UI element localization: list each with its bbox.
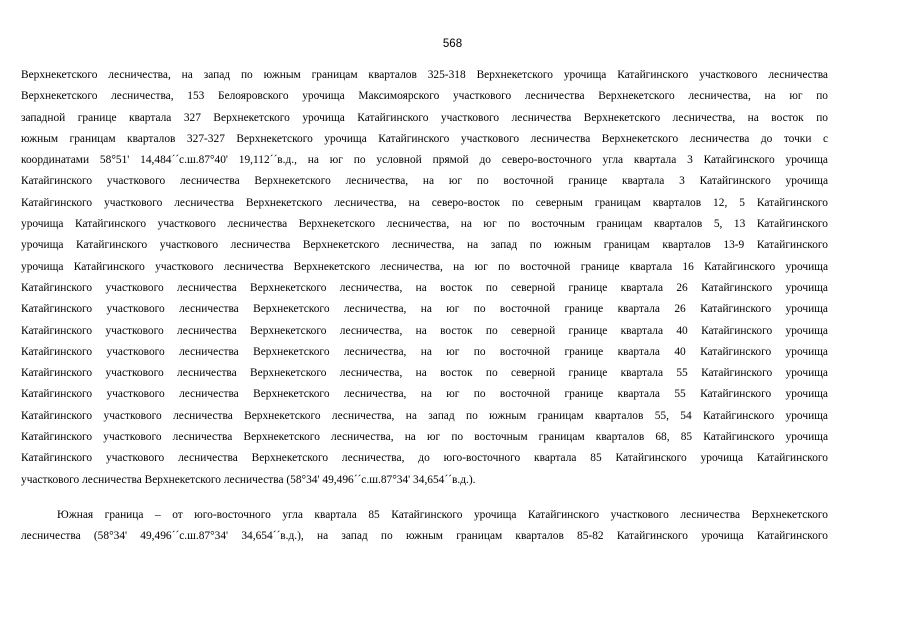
text-line: Катайгинского участкового лесничества Верхнекетского лесничества, на восток по северной границе квартала 55 Катайгинского урочища — [21, 367, 828, 380]
text-line: Катайгинского участкового лесничества Верхнекетского лесничества, до юго-восточного квартала 85 Катайгинского урочища Катайгинского — [21, 452, 828, 465]
text-line: Верхнекетского лесничества, на запад по южным границам кварталов 325-318 Верхнекетского урочища Катайгинского участкового лесничества — [21, 69, 828, 81]
text-line: Катайгинского участкового лесничества Верхнекетского лесничества, на юг по восточной границе квартала 55 Катайгинского урочища — [21, 388, 828, 401]
page-number: 568 — [442, 38, 463, 50]
boundary-description-paragraph — [21, 65, 828, 491]
text-line: южным границам кварталов 327-327 Верхнекетского урочища Катайгинского участкового лесничества Верхнекетского лесничества до точки с — [21, 132, 828, 145]
text-line: Катайгинского участкового лесничества Верхнекетского лесничества, на восток по северной границе квартала 26 Катайгинского урочища — [21, 281, 828, 294]
document-body — [21, 65, 828, 548]
text-line: Катайгинского участкового лесничества Верхнекетского лесничества, на юг по восточной границе квартала 26 Катайгинского урочища — [21, 303, 828, 316]
text-line: урочища Катайгинского участкового лесничества Верхнекетского лесничества, на юг по восточной границе квартала 16 Катайгинского урочища — [21, 260, 828, 273]
text-line: Южная граница – от юго-восточного угла квартала 85 Катайгинского урочища Катайгинского участкового лесничества Верхнекетского — [57, 508, 828, 521]
text-line: урочища Катайгинского участкового лесничества Верхнекетского лесничества, на юг по восточным границам кварталов 5, 13 Катайгинского — [21, 218, 828, 231]
text-line: лесничества (58°34' 49,496´´с.ш.87°34' 34,654´´в.д.), на запад по южным границам кварталов 85-82 Катайгинского урочища Катайгинского — [21, 530, 828, 543]
text-line: Катайгинского участкового лесничества Верхнекетского лесничества, на восток по северной границе квартала 40 Катайгинского урочища — [21, 324, 828, 337]
text-line: урочища Катайгинского участкового лесничества Верхнекетского лесничества, на запад по южным границам кварталов 13-9 Катайгинского — [21, 239, 828, 252]
text-line: Катайгинского участкового лесничества Верхнекетского лесничества, на юг по восточной границе квартала 40 Катайгинского урочища — [21, 345, 828, 358]
text-line: Катайгинского участкового лесничества Верхнекетского лесничества, на юг по восточным границам кварталов 68, 85 Катайгинского урочища — [21, 431, 828, 444]
text-line: западной границе квартала 327 Верхнекетского урочища Катайгинского участкового лесничества Верхнекетского лесничества, на восток по — [21, 111, 828, 124]
text-line: Катайгинского участкового лесничества Верхнекетского лесничества, на юг по восточной границе квартала 3 Катайгинского урочища — [21, 175, 828, 188]
text-line: Катайгинского участкового лесничества Верхнекетского лесничества, на северо-восток по северным границам кварталов 12, 5 Катайгинского — [21, 196, 828, 209]
text-line: Катайгинского участкового лесничества Верхнекетского лесничества, на запад по южным границам кварталов 55, 54 Катайгинского урочища — [21, 409, 828, 422]
text-line: Верхнекетского лесничества, 153 Белояровского урочища Максимоярского участкового лесничества Верхнекетского лесничества, на юг по — [21, 90, 828, 103]
text-line: участкового лесничества Верхнекетского лесничества (58°34' 49,496´´с.ш.87°34' 34,654´´в.д.). — [21, 473, 476, 486]
paragraph-gap — [21, 491, 828, 505]
text-line: координатами 58°51' 14,484´´с.ш.87°40' 19,112´´в.д., на юг по условной прямой до северо-восточного угла квартала 3 Катайгинского урочища — [21, 154, 828, 167]
southern-boundary-paragraph — [21, 505, 828, 548]
